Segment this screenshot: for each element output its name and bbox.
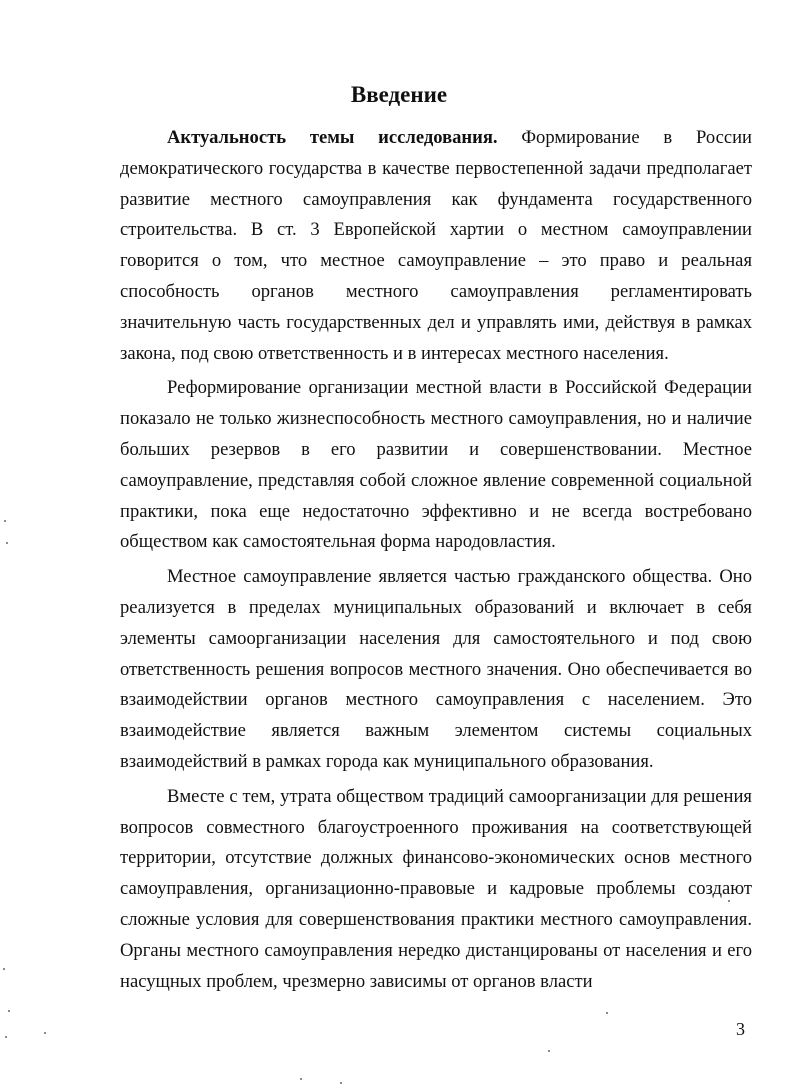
scan-speck	[606, 1012, 608, 1014]
scan-speck	[5, 1036, 7, 1038]
scan-speck	[3, 968, 5, 970]
paragraph-relevance	[120, 123, 752, 369]
paragraph-text: Формирование в России демократического государства в качестве первостепенной задачи предполагает развитие местного самоуправления как фундамента государственного строительства. В ст. 3 Европейской хартии о местном самоуправлении говорится о том, что местное самоуправление – это право и реальная способность органов местного самоуправления регламентировать значительную часть государственных дел и управлять ими, действуя в рамках закона, под свою ответственность и в интересах местного населения.	[120, 127, 752, 364]
scan-speck	[44, 1032, 46, 1034]
paragraph-problems: Вместе с тем, утрата обществом традиций самоорганизации для решения вопросов совместного благоустроенного проживания на соответствующей территории, отсутствие должных финансово-экономических основ местного самоуправления, организационно-правовые и кадровые проблемы создают сложные условия для совершенствования практики местного самоуправления. Органы местного самоуправления нередко дистанцированы от населения и его насущных проблем, чрезмерно зависимы от органов власти	[120, 785, 752, 992]
scan-speck	[4, 520, 6, 522]
paragraph-civil-society: Местное самоуправление является частью гражданского общества. Оно реализуется в пределах муниципальных образований и включает в себя элементы самоорганизации населения для самостоятельного и под свою ответственность решения вопросов местного значения. Оно обеспечивается во взаимодействии органов местного самоуправления с населением. Это взаимодействие является важным элементом системы социальных взаимодействий в рамках города как муниципального образования.	[120, 566, 752, 772]
page-title: Введение	[350, 82, 448, 107]
body-text	[120, 123, 752, 997]
scan-speck	[548, 1050, 550, 1052]
paragraph-reform: Реформирование организации местной власти в Российской Федерации показало не только жизнеспособность местного самоуправления, но и наличие больших резервов в его развитии и совершенствовании. Местное самоуправление, представляя собой сложное явление современной социальной практики, пока еще недостаточно эффективно и не всегда востребовано обществом как самостоятельная форма народовластия.	[120, 377, 752, 553]
scan-speck	[728, 900, 730, 902]
scan-speck	[6, 542, 8, 544]
paragraph-lead: Актуальность темы исследования.	[167, 127, 498, 148]
scan-speck	[8, 1010, 10, 1012]
page-number: 3	[736, 1019, 745, 1039]
scan-speck	[300, 1078, 302, 1080]
scan-speck	[340, 1082, 342, 1084]
